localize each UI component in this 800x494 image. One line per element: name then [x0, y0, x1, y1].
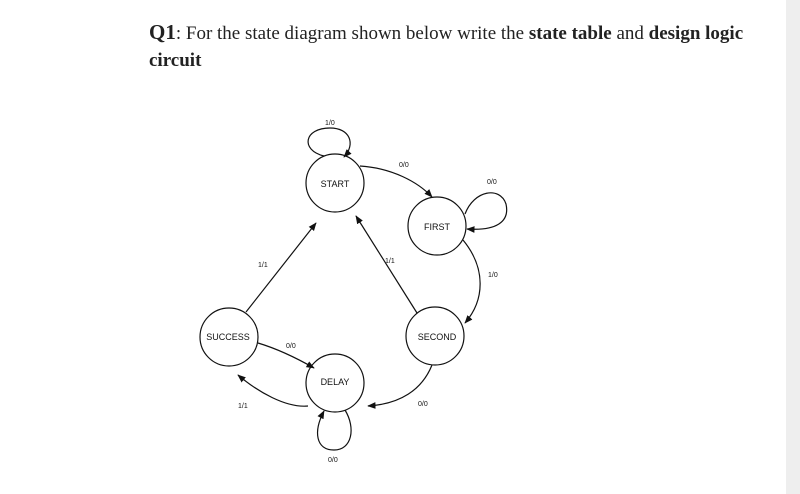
- label-start-self: 1/0: [325, 120, 335, 127]
- question-text-part-2: and: [611, 23, 649, 44]
- label-delay-self: 0/0: [328, 457, 338, 464]
- edge-first-self-loop: [465, 193, 507, 229]
- edge-delay-self-loop: [318, 410, 352, 450]
- edge-start-to-first: [360, 166, 432, 197]
- state-start-label: START: [320, 179, 350, 189]
- label-second-to-start: 1/1: [385, 258, 395, 265]
- state-success-label: SUCCESS: [206, 332, 250, 342]
- label-start-to-first: 0/0: [399, 162, 409, 169]
- question-number: Q1: [149, 20, 176, 44]
- state-delay-label: DELAY: [320, 377, 350, 387]
- label-second-to-delay: 0/0: [418, 401, 428, 408]
- edge-first-to-second: [463, 240, 480, 323]
- label-delay-to-success: 1/1: [238, 403, 248, 410]
- question-bold-design-logic: design logic circuit: [149, 23, 744, 71]
- edge-success-to-start: [246, 223, 316, 312]
- label-success-to-start: 1/1: [258, 262, 268, 269]
- state-second-label: SECOND: [417, 332, 457, 342]
- label-success-to-delay: 0/0: [286, 343, 296, 350]
- label-first-self: 0/0: [487, 179, 497, 186]
- question-text-part-1: : For the state diagram shown below write the: [175, 23, 529, 44]
- state-first-label: FIRST: [424, 222, 450, 232]
- edge-second-to-delay: [368, 365, 432, 406]
- label-first-to-second: 1/0: [488, 272, 498, 279]
- edge-delay-to-success: [238, 375, 308, 406]
- question-bold-state-table: state table: [528, 23, 612, 44]
- edge-start-self-loop: [308, 128, 350, 157]
